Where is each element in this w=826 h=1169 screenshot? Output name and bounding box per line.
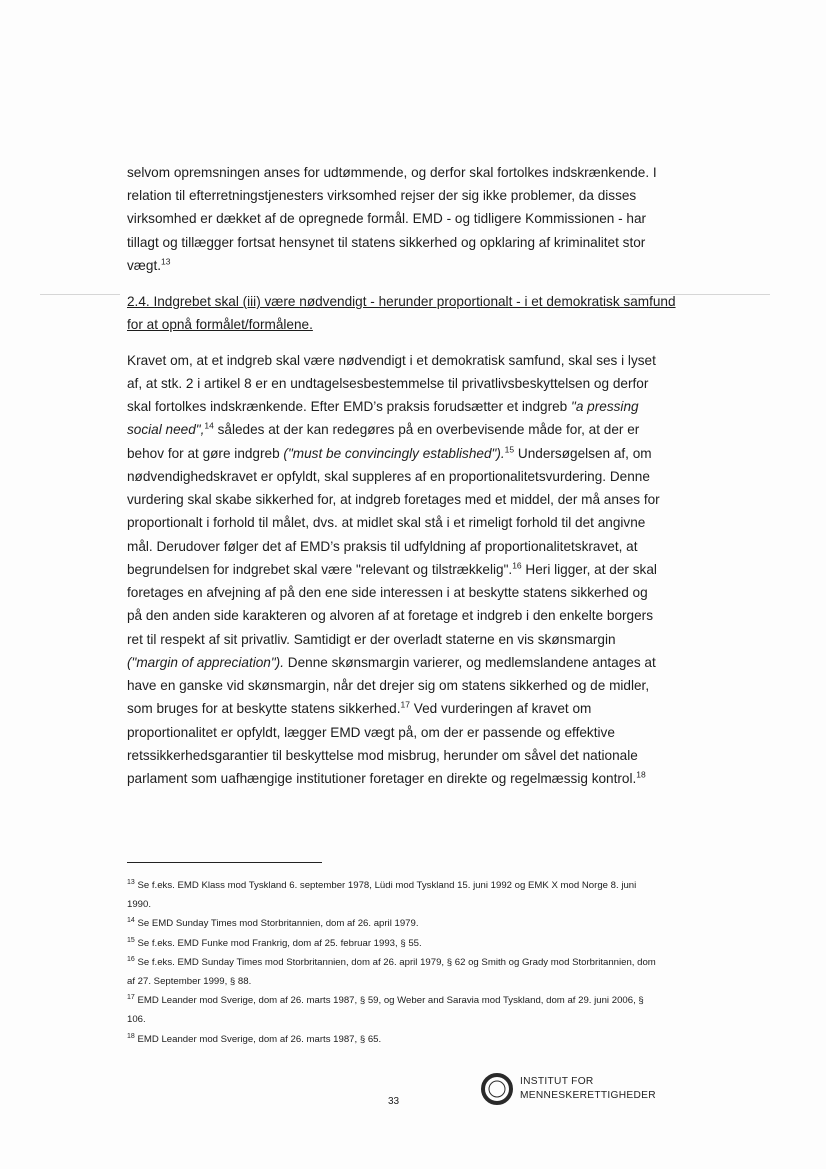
footnote bbox=[127, 991, 657, 1029]
text-run: Kravet om, at et indgreb skal være nødvendigt i et demokratisk samfund, skal ses i lyset af, at stk. 2 i artikel 8 er en undtagelsesbestemmelse til privatlivsbeskyttelsen og derfor skal fortolkes indskrænkende. Efter EMD’s praksis forudsætter et indgreb bbox=[127, 352, 656, 415]
logo-line-1: INSTITUT FOR bbox=[520, 1076, 594, 1087]
footnote-reference: 13 bbox=[161, 256, 171, 267]
footnote bbox=[127, 953, 657, 991]
section-heading: 2.4. Indgrebet skal (iii) være nødvendigt - herunder proportionalt - i et demokratisk samfund for at opnå formålet/formålene. bbox=[127, 294, 676, 332]
text-run: selvom opremsningen anses for udtømmende, og derfor skal fortolkes indskrænkende. I relation til efterretningstjenesters virksomhed rejser der sig ikke problemer, da disses virksomhed er dækket af de opregnede formål. EMD - og tidligere Kommissionen - har tillagt og tillægger fortsat hensynet til statens sikkerhed og opklaring af kriminalitet stor vægt. bbox=[127, 164, 657, 274]
footnote-reference: 15 bbox=[504, 444, 515, 455]
footnote-number: 16 bbox=[127, 955, 135, 963]
footnotes bbox=[127, 876, 657, 1049]
italic-text-run: "a pressing social need", bbox=[127, 399, 639, 438]
logo-line-2: MENNESKERETTIGHEDER bbox=[520, 1090, 656, 1101]
footnote-number: 18 bbox=[127, 1032, 135, 1040]
italic-text-run: ("margin of appreciation"). bbox=[127, 654, 284, 670]
footnote-number: 13 bbox=[127, 878, 135, 886]
logo-text bbox=[520, 1075, 656, 1103]
scan-artifact-left bbox=[40, 294, 120, 295]
footnote-text: Se f.eks. EMD Sunday Times mod Storbritannien, dom af 26. april 1979, § 62 og Smith og Grady mod Storbritannien, dom af 27. September 1999, § 88. bbox=[127, 956, 656, 988]
footnote-reference: 17 bbox=[400, 699, 410, 710]
intro-paragraph bbox=[127, 161, 667, 278]
footnote-separator bbox=[127, 862, 322, 863]
footnote bbox=[127, 1030, 657, 1049]
footnote bbox=[127, 876, 657, 914]
footnote-text: EMD Leander mod Sverige, dom af 26. marts 1987, § 65. bbox=[137, 1033, 382, 1045]
footnote-text: Se f.eks. EMD Klass mod Tyskland 6. september 1978, Lüdi mod Tyskland 15. juni 1992 og EMK X mod Norge 8. juni 1990. bbox=[127, 880, 637, 911]
page-number: 33 bbox=[388, 1096, 400, 1107]
footnote-number: 17 bbox=[127, 994, 135, 1002]
footnote-reference: 18 bbox=[636, 769, 646, 780]
text-run: Denne skønsmargin varierer, og medlemslandene antages at have en ganske vid skønsmargin, når det drejer sig om statens sikkerhed og de midler, som bruges for at beskytte statens sikkerhed. bbox=[127, 654, 656, 717]
footnote-reference: 14 bbox=[204, 420, 214, 431]
footnote-number: 14 bbox=[127, 917, 135, 925]
footnote-text: EMD Leander mod Sverige, dom af 26. marts 1987, § 59, og Weber and Saravia mod Tyskland, dom af 29. juni 2006, § 106. bbox=[127, 995, 644, 1026]
text-run: således at der kan redegøres på en overbevisende måde for, at der er behov for at gøre indgreb bbox=[127, 422, 640, 461]
text-run: Ved vurderingen af kravet om proportionalitet er opfyldt, lægger EMD vægt på, om der er passende og effektive retssikkerhedsgarantier til beskyttelse mod misbrug, herunder om såvel det nationale parlament som uafhængige institutioner foretager en direkte og regelmæssig kontrol. bbox=[127, 701, 638, 787]
footnote-reference: 16 bbox=[512, 560, 522, 571]
institute-logo bbox=[480, 1072, 670, 1112]
italic-text-run: ("must be convincingly established"). bbox=[283, 445, 505, 461]
text-run: Undersøgelsen af, om nødvendighedskravet er opfyldt, skal suppleres af en proportionalitetsvurdering. Denne vurdering skal skabe sikkerhed for, at indgreb foretages med et middel, der må anses for proportionalt i forhold til målet, dvs. at midlet skal stå i et rimeligt forhold til det angivne mål. Derudover følger det af EMD’s praksis til udfyldning af proportionalitetskravet, at begrundelsen for indgrebet skal være "relevant og tilstrækkelig". bbox=[127, 445, 660, 577]
footnote bbox=[127, 934, 657, 953]
footnote-number: 15 bbox=[127, 936, 135, 944]
institute-ring-logo-icon bbox=[480, 1072, 514, 1106]
text-run: Heri ligger, at der skal foretages en afvejning af på den ene side interessen i at beskytte statens sikkerhed og på den anden side karakteren og alvoren af at foretage et indgreb i den enkelte borgers ret til respekt af sit privatliv. Samtidigt er der overladt staterne en vis skønsmargin bbox=[127, 561, 657, 647]
footnote-text: Se EMD Sunday Times mod Storbritannien, dom af 26. april 1979. bbox=[137, 918, 419, 930]
footnote-text: Se f.eks. EMD Funke mod Frankrig, dom af 25. februar 1993, § 55. bbox=[137, 937, 422, 949]
footnote bbox=[127, 914, 657, 933]
body-paragraph bbox=[127, 349, 662, 791]
